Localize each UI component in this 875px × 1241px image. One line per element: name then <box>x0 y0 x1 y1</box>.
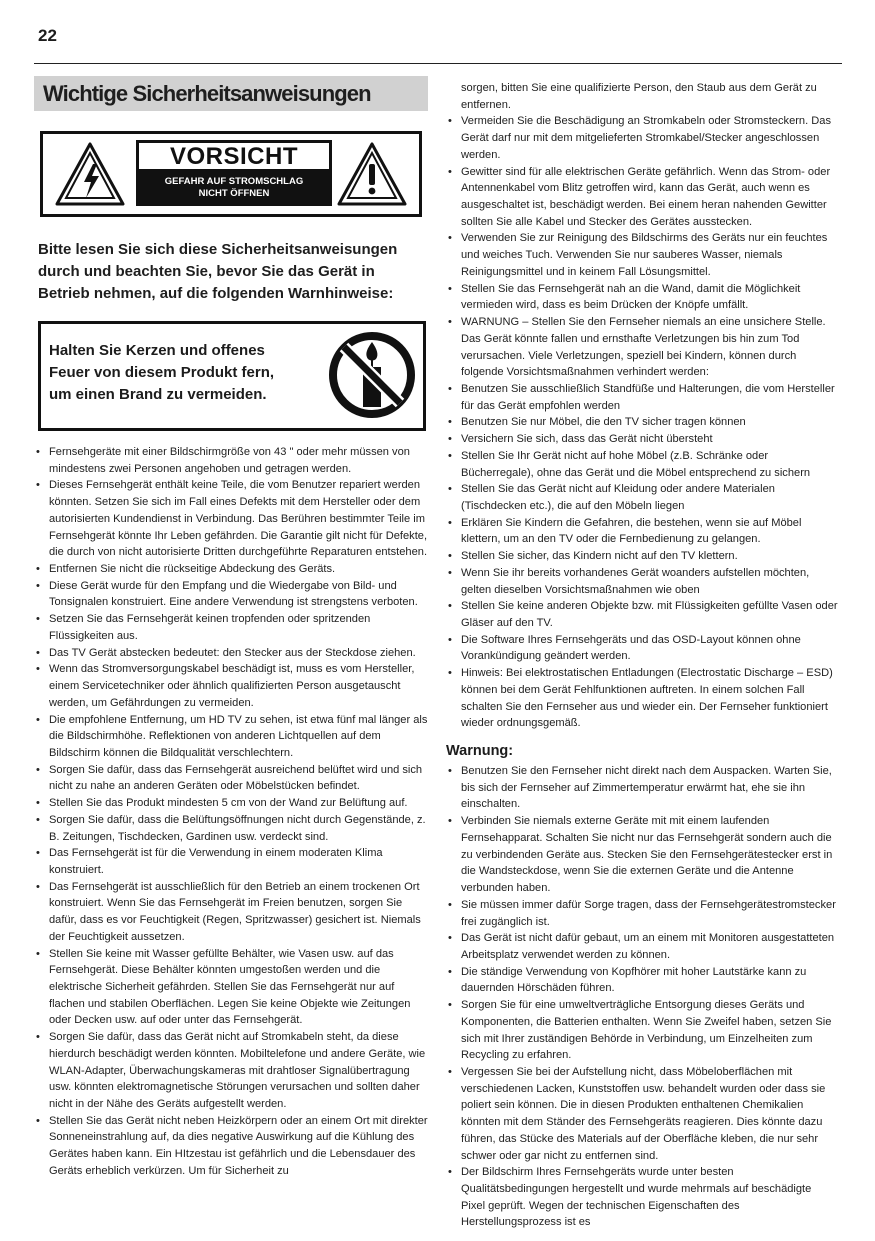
candle-warning-box <box>38 321 426 431</box>
list-item: • Stellen Sie das Gerät nicht auf Kleidung oder andere Materialen (Tischdecken etc.), die auf den Möbeln liegen <box>446 481 838 514</box>
list-item: • Gewitter sind für alle elektrischen Geräte gefährlich. Wenn das Strom- oder Antennenkabel vom Blitz getroffen wird, kann das Gerät, auch wenn es ausgeschaltet ist, beschädigt werden. Bei einem heran nahenden Gewitter sollten Sie alle Kabel und Stecker des Gerätes ausstecken. <box>446 164 838 231</box>
top-rule <box>34 63 842 64</box>
list-item: • Die empfohlene Entfernung, um HD TV zu sehen, ist etwa fünf mal länger als die Bildschirmhöhe. Reflektionen von anderen Lichtquellen auf dem Bildschirm können die Bildqualität verschlechtern. <box>34 712 428 762</box>
list-item: • Benutzen Sie den Fernseher nicht direkt nach dem Auspacken. Warten Sie, bis sich der Fernseher auf Zimmertemperatur erwärmt hat, ehe sie ihn einschalten. <box>446 763 838 813</box>
list-item: • Das Fernsehgerät ist ausschließlich für den Betrieb an einem trockenen Ort konstruiert. Wenn Sie das Fernsehgerät im Freien benutzen, sorgen Sie dafür, dass es vor Feuchtigkeit (Regen, Spritzwasser) gesichert ist. Niemals der Feuchtigkeit aussetzen. <box>34 879 428 946</box>
list-item: • Das TV Gerät abstecken bedeutet: den Stecker aus der Steckdose ziehen. <box>34 645 428 662</box>
list-item: • Das Gerät ist nicht dafür gebaut, um an einem mit Monitoren ausgestatteten Arbeitsplatz verwendet werden zu können. <box>446 930 838 963</box>
list-item: • Stellen Sie sicher, das Kindern nicht auf den TV klettern. <box>446 548 838 565</box>
list-item: • Der Bildschirm Ihres Fernsehgeräts wurde unter besten Qualitätsbedingungen hergestellt und wurde mehrmals auf beschädigte Pixel geprüft. Wegen der technischen Eigenschaften des Herstellungsprozess ist es <box>446 1164 838 1231</box>
list-item: • Sorgen Sie dafür, dass das Fernsehgerät ausreichend belüftet wird und sich nicht zu nahe an anderen Geräten oder Möbelstücken befindet. <box>34 762 428 795</box>
section-title: Wichtige Sicherheitsanweisungen <box>34 76 428 111</box>
list-item: • Vergessen Sie bei der Aufstellung nicht, dass Möbeloberflächen mit verschiedenen Lacken, Kunststoffen usw. behandelt wurden oder dass sie poliert sein können. Die in diesen Produkten enthaltenen Chemikalien könnten mit dem Ständer des Fernsehgeräts reagieren. Dies könnte dazu führen, das Stücke des Materials auf der Oberfläche kleben, die nur sehr schwer oder gar nicht zu entfernen sind. <box>446 1064 838 1164</box>
caution-label <box>40 131 422 217</box>
list-item: • Sorgen Sie dafür, dass die Belüftungsöffnungen nicht durch Gegenstände, z. B. Zeitungen, Tischdecken, Gardinen usw. verdeckt sind. <box>34 812 428 845</box>
left-bullet-list <box>34 444 428 1180</box>
list-item: • Stellen Sie das Fernsehgerät nah an die Wand, damit die Möglichkeit vermieden wird, dass es beim Drücken der Knöpfe umfällt. <box>446 281 838 314</box>
list-item: • Dieses Fernsehgerät enthält keine Teile, die vom Benutzer repariert werden könnten. Setzen Sie sich im Fall eines Defekts mit dem Hersteller oder dem autorisierten Kundendienst in Verbindung. Das Berühren bestimmter Teile im Fernsehgerät könnte Ihr Leben gefährden. Die Garantie gilt nicht für Defekte, die durch von nicht autorisierte Dritten durchgeführte Reparaturen entstehen. <box>34 477 428 561</box>
warning-heading: Warnung: <box>446 743 514 760</box>
caution-center-panel <box>136 140 332 206</box>
list-item: • Benutzen Sie ausschließlich Standfüße und Halterungen, die vom Hersteller für das Gerät empfohlen werden <box>446 381 838 414</box>
list-item: • Setzen Sie das Fernsehgerät keinen tropfenden oder spritzenden Flüssigkeiten aus. <box>34 611 428 644</box>
right-column <box>446 80 838 1231</box>
list-item: • Fernsehgeräte mit einer Bildschirmgröße von 43 " oder mehr müssen von mindestens zwei Personen angehoben und getragen werden. <box>34 444 428 477</box>
list-item: • Sorgen Sie dafür, dass das Gerät nicht auf Stromkabeln steht, da diese hierdurch beschädigt werden könnten. Mobiltelefone und andere Geräte, wie WLAN-Adapter, Überwachungskameras mit drahtloser Signalübertragung usw. könnten elektromagnetische Störungen verursachen und sollten daher nicht in der Nähe des Geräts aufgestellt werden. <box>34 1029 428 1113</box>
list-item: • Vermeiden Sie die Beschädigung an Stromkabeln oder Stromsteckern. Das Gerät darf nur mit dem mitgelieferten Stromkabel/Stecker angeschlossen werden. <box>446 113 838 163</box>
electric-shock-triangle-icon <box>53 140 127 208</box>
list-item: • Stellen Sie Ihr Gerät nicht auf hohe Möbel (z.B. Schränke oder Bücherregale), ohne das Gerät und die Möbel entsprechend zu sichern <box>446 448 838 481</box>
list-item: • Das Fernsehgerät ist für die Verwendung in einem moderaten Klima konstruiert. <box>34 845 428 878</box>
list-item: • Stellen Sie keine mit Wasser gefüllte Behälter, wie Vasen usw. auf das Fernsehgerät. Diese Behälter könnten umgestoßen werden und die elektrische Sicherheit gefährden. Stellen Sie das Fernsehgerät nur auf flachen und stabilen Oberflächen. Legen Sie keine Objekte wie Zeitungen oder Decken usw. auf oder unter das Fernsehgerät. <box>34 946 428 1030</box>
list-item: • Wenn das Stromversorgungskabel beschädigt ist, muss es vom Hersteller, einem Servicetechniker oder ähnlich qualifizierten Person ausgetauscht werden, um Gefährdungen zu vermeiden. <box>34 661 428 711</box>
caution-subtitle-line1: GEFAHR AUF STROMSCHLAG <box>164 176 304 187</box>
left-column <box>34 76 428 1180</box>
candle-warning-text: Halten Sie Kerzen und offenes Feuer von diesem Produkt fern, um einen Brand zu vermeiden. <box>49 342 275 403</box>
list-item: • WARNUNG – Stellen Sie den Fernseher niemals an eine unsichere Stelle. Das Gerät könnte fallen und ernsthafte Verletzungen bis hin zum Tod verursachen. Viele Verletzungen, speziell bei Kindern, können durch folgende Vorsichtsmaßnahmen verhindert werden: <box>446 314 838 381</box>
list-item: • Sie müssen immer dafür Sorge tragen, dass der Fernsehgerätestromstecker frei zugänglich ist. <box>446 897 838 930</box>
list-item: • Stellen Sie das Produkt mindesten 5 cm von der Wand zur Belüftung auf. <box>34 795 428 812</box>
list-item: • Die ständige Verwendung von Kopfhörer mit hoher Lautstärke kann zu dauernden Hörschäden führen. <box>446 964 838 997</box>
caution-word: VORSICHT <box>139 143 329 169</box>
caution-subtitle-line2: NICHT ÖFFNEN <box>198 188 270 199</box>
list-item: • Verbinden Sie niemals externe Geräte mit mit einem laufenden Fernsehapparat. Schalten Sie nicht nur das Fernsehgerät sondern auch die zu verbindenden Geräte aus. Stecken Sie den Fernsehgerätestecker erst in die Wandsteckdose, wenn Sie die externen Geräte und die Antenne verbunden haben. <box>446 813 838 897</box>
warning-triangle-icon <box>335 140 409 208</box>
list-item: • Diese Gerät wurde für den Empfang und die Wiedergabe von Bild- und Tonsignalen konstruiert. Eine andere Verwendung ist strengstens verboten. <box>34 578 428 611</box>
list-item-continuation: sorgen, bitten Sie eine qualifizierte Person, den Staub aus dem Gerät zu entfernen. <box>461 82 817 111</box>
intro-heading: Bitte lesen Sie sich diese Sicherheitsanweisungen durch und beachten Sie, bevor Sie das Gerät in Betrieb nehmen, auf die folgenden Warnhinweise: <box>38 241 398 302</box>
list-item: • Verwenden Sie zur Reinigung des Bildschirms des Geräts nur ein feuchtes und weiches Tuch. Verwenden Sie nur sauberes Wasser, niemals Reinigungsmittel und in keinem Fall Lösungsmittel. <box>446 230 838 280</box>
right-bullet-list <box>446 80 838 732</box>
page-number: 22 <box>38 26 57 45</box>
no-open-flame-icon <box>327 330 417 420</box>
list-item: • Hinweis: Bei elektrostatischen Entladungen (Electrostatic Discharge – ESD) können bei dem Gerät Fehlfunktionen auftreten. In einem solchen Fall schalten Sie den Fernseher aus und wieder ein. Der Fernseher funktioniert wieder ordnungsgemäß. <box>446 665 838 732</box>
list-item: • Benutzen Sie nur Möbel, die den TV sicher tragen können <box>446 414 838 431</box>
list-item: • Die Software Ihres Fernsehgeräts und das OSD-Layout können ohne Vorankündigung geändert werden. <box>446 632 838 665</box>
list-item: • Stellen Sie das Gerät nicht neben Heizkörpern oder an einem Ort mit direkter Sonneneinstrahlung auf, da dies negative Auswirkung auf die Kühlung des Gerätes haben kann. Ein HItzestau ist gefährlich und die Lebensdauer des Geräts erheblich verkürzen. Um für Sicherheit zu <box>34 1113 428 1180</box>
list-item: • Erklären Sie Kindern die Gefahren, die bestehen, wenn sie auf Möbel klettern, um an den TV oder die Fernbedienung zu gelangen. <box>446 515 838 548</box>
list-item: • Wenn Sie ihr bereits vorhandenes Gerät woanders aufstellen möchten, gelten dieselben Vorsichtsmaßnahmen wie oben <box>446 565 838 598</box>
list-item: • Versichern Sie sich, dass das Gerät nicht übersteht <box>446 431 838 448</box>
warning-bullet-list <box>446 763 838 1231</box>
list-item: • Stellen Sie keine anderen Objekte bzw. mit Flüssigkeiten gefüllte Vasen oder Gläser auf den TV. <box>446 598 838 631</box>
list-item: • Entfernen Sie nicht die rückseitige Abdeckung des Geräts. <box>34 561 428 578</box>
list-item: • Sorgen Sie für eine umweltverträgliche Entsorgung dieses Geräts und Komponenten, die Batterien enthalten. Wenn Sie Zweifel haben, setzen Sie sich mit Ihrer zuständigen Behörde in Verbindung, um Einzelheiten zum Recycling zu erfahren. <box>446 997 838 1064</box>
